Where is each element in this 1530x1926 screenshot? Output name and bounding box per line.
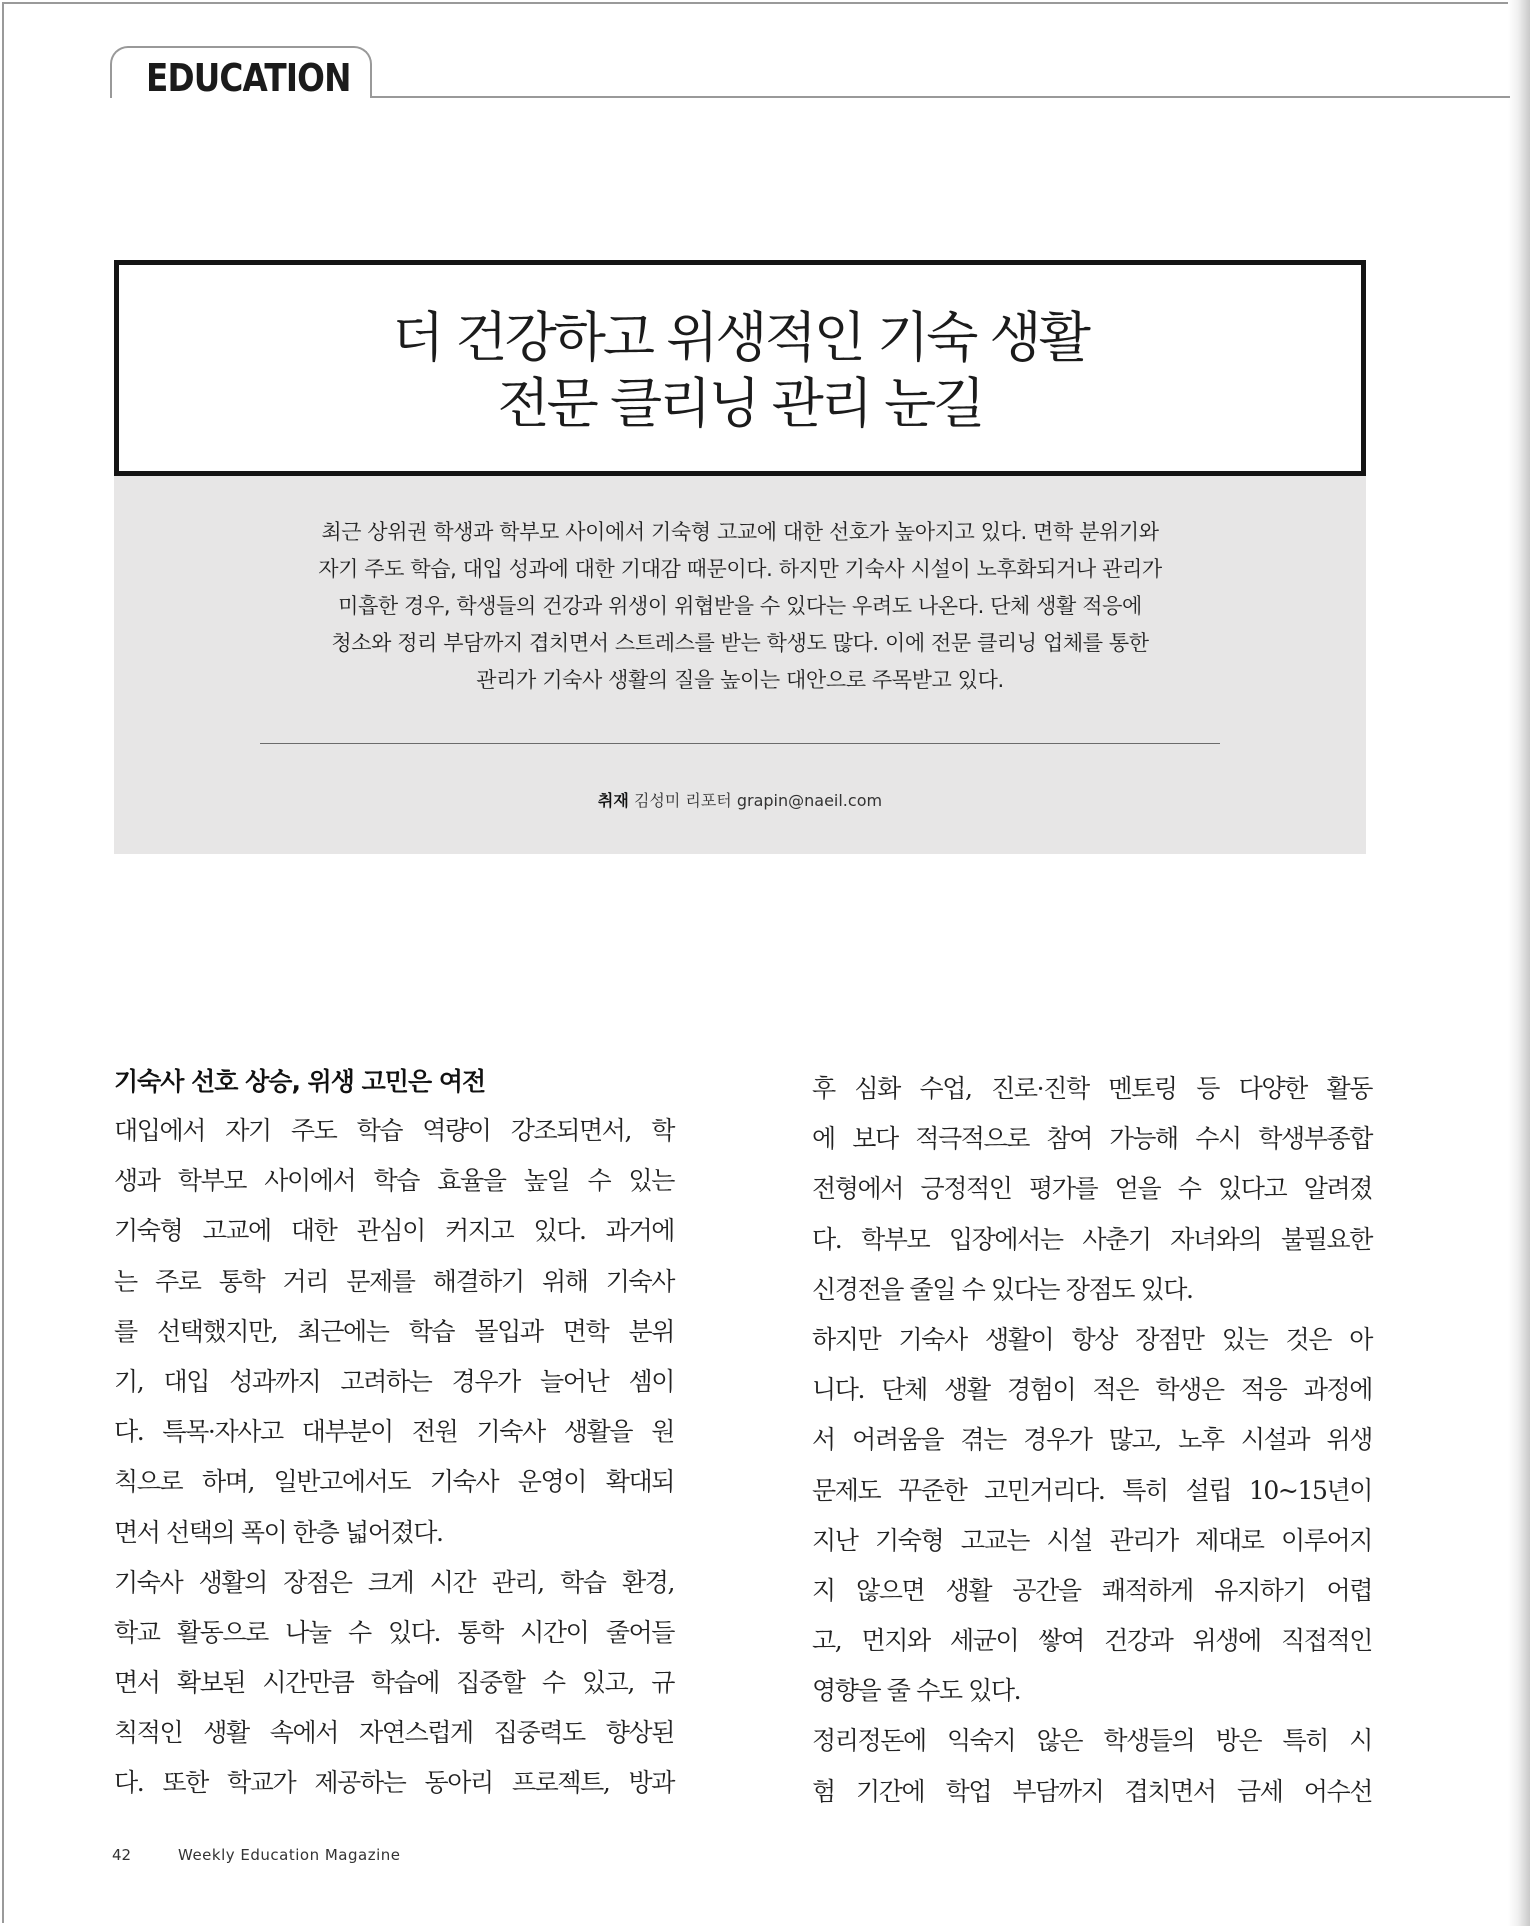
lead-divider (260, 743, 1220, 744)
headline-line-1: 더 건강하고 위생적인 기숙 생활 (392, 306, 1088, 369)
headline-line-2: 전문 클리닝 관리 눈길 (497, 372, 983, 435)
section-header-rule (370, 96, 1510, 98)
body-line: 다. 또한 학교가 제공하는 동아리 프로젝트, 방과 (114, 1768, 674, 1798)
body-line: 문제도 꾸준한 고민거리다. 특히 설립 10~15년이 (812, 1475, 1372, 1505)
article-column-left (114, 1062, 674, 1809)
lead-box (114, 476, 1366, 854)
body-line: 전형에서 긍정적인 평가를 얻을 수 있다고 알려졌 (812, 1174, 1372, 1204)
body-line: 기숙형 고교에 대한 관심이 커지고 있다. 과거에 (114, 1216, 674, 1246)
body-line: 생과 학부모 사이에서 학습 효율을 높일 수 있는 (114, 1166, 674, 1196)
page-number: 42 (112, 1846, 132, 1864)
body-line: 에 보다 적극적으로 참여 가능해 수시 학생부종합 (812, 1124, 1372, 1154)
body-line: 칙으로 하며, 일반고에서도 기숙사 운영이 확대되 (114, 1467, 674, 1497)
body-line: 는 주로 통학 거리 문제를 해결하기 위해 기숙사 (114, 1266, 674, 1296)
body-line: 지 않으면 생활 공간을 쾌적하게 유지하기 어렵 (812, 1575, 1372, 1605)
headline-box (114, 260, 1366, 476)
lead-line: 미흡한 경우, 학생들의 건강과 위생이 위협받을 수 있다는 우려도 나온다. 단체 생활 적응에 (338, 594, 1142, 618)
byline (114, 788, 1366, 811)
article-subhead: 기숙사 선호 상승, 위생 고민은 여전 (114, 1067, 486, 1096)
lead-line: 자기 주도 학습, 대입 성과에 대한 기대감 때문이다. 하지만 기숙사 시설이 노후화되거나 관리가 (318, 557, 1162, 581)
body-line: 험 기간에 학업 부담까지 겹치면서 금세 어수선 (812, 1776, 1372, 1806)
body-line: 다. 특목·자사고 대부분이 전원 기숙사 생활을 원 (114, 1417, 674, 1447)
body-line: 니다. 단체 생활 경험이 적은 학생은 적응 과정에 (812, 1375, 1372, 1405)
body-line: 대입에서 자기 주도 학습 역량이 강조되면서, 학 (114, 1116, 674, 1145)
body-line: 고, 먼지와 세균이 쌓여 건강과 위생에 직접적인 (812, 1626, 1372, 1656)
body-line: 신경전을 줄일 수 있다는 장점도 있다. (812, 1274, 1193, 1304)
lead-line: 청소와 정리 부담까지 겹치면서 스트레스를 받는 학생도 많다. 이에 전문 클리닝 업체를 통한 (331, 631, 1149, 655)
magazine-name: Weekly Education Magazine (178, 1846, 401, 1864)
article-column-right (812, 1064, 1372, 1817)
body-line: 영향을 줄 수도 있다. (812, 1676, 1021, 1706)
lead-paragraph (114, 514, 1366, 699)
body-line: 정리정돈에 익숙지 않은 학생들의 방은 특히 시 (812, 1726, 1372, 1756)
page-edge-shadow (1508, 0, 1530, 1926)
body-line: 하지만 기숙사 생활이 항상 장점만 있는 것은 아 (812, 1324, 1372, 1354)
body-line: 칙적인 생활 속에서 자연스럽게 집중력도 향상된 (114, 1718, 674, 1748)
lead-line: 관리가 기숙사 생활의 질을 높이는 대안으로 주목받고 있다. (476, 668, 1004, 692)
body-line: 다. 학부모 입장에서는 사춘기 자녀와의 불필요한 (812, 1224, 1372, 1254)
byline-label: 취재 (597, 791, 629, 810)
byline-author: 김성미 리포터 grapin@naeil.com (633, 791, 883, 810)
body-line: 면서 확보된 시간만큼 학습에 집중할 수 있고, 규 (114, 1668, 674, 1698)
body-line: 를 선택했지만, 최근에는 학습 몰입과 면학 분위 (114, 1316, 674, 1346)
body-line: 학교 활동으로 나눌 수 있다. 통학 시간이 줄어들 (114, 1617, 674, 1647)
body-line: 서 어려움을 겪는 경우가 많고, 노후 시설과 위생 (812, 1425, 1372, 1455)
body-line: 면서 선택의 폭이 한층 넓어졌다. (114, 1517, 443, 1547)
body-line: 기숙사 생활의 장점은 크게 시간 관리, 학습 환경, (114, 1567, 674, 1597)
section-label: EDUCATION (146, 56, 351, 100)
body-line: 후 심화 수업, 진로·진학 멘토링 등 다양한 활동 (812, 1074, 1372, 1103)
body-line: 지난 기숙형 고교는 시설 관리가 제대로 이루어지 (812, 1525, 1372, 1555)
lead-line: 최근 상위권 학생과 학부모 사이에서 기숙형 고교에 대한 선호가 높아지고 있다. 면학 분위기와 (321, 520, 1159, 544)
body-line: 기, 대입 성과까지 고려하는 경우가 늘어난 셈이 (114, 1366, 674, 1396)
